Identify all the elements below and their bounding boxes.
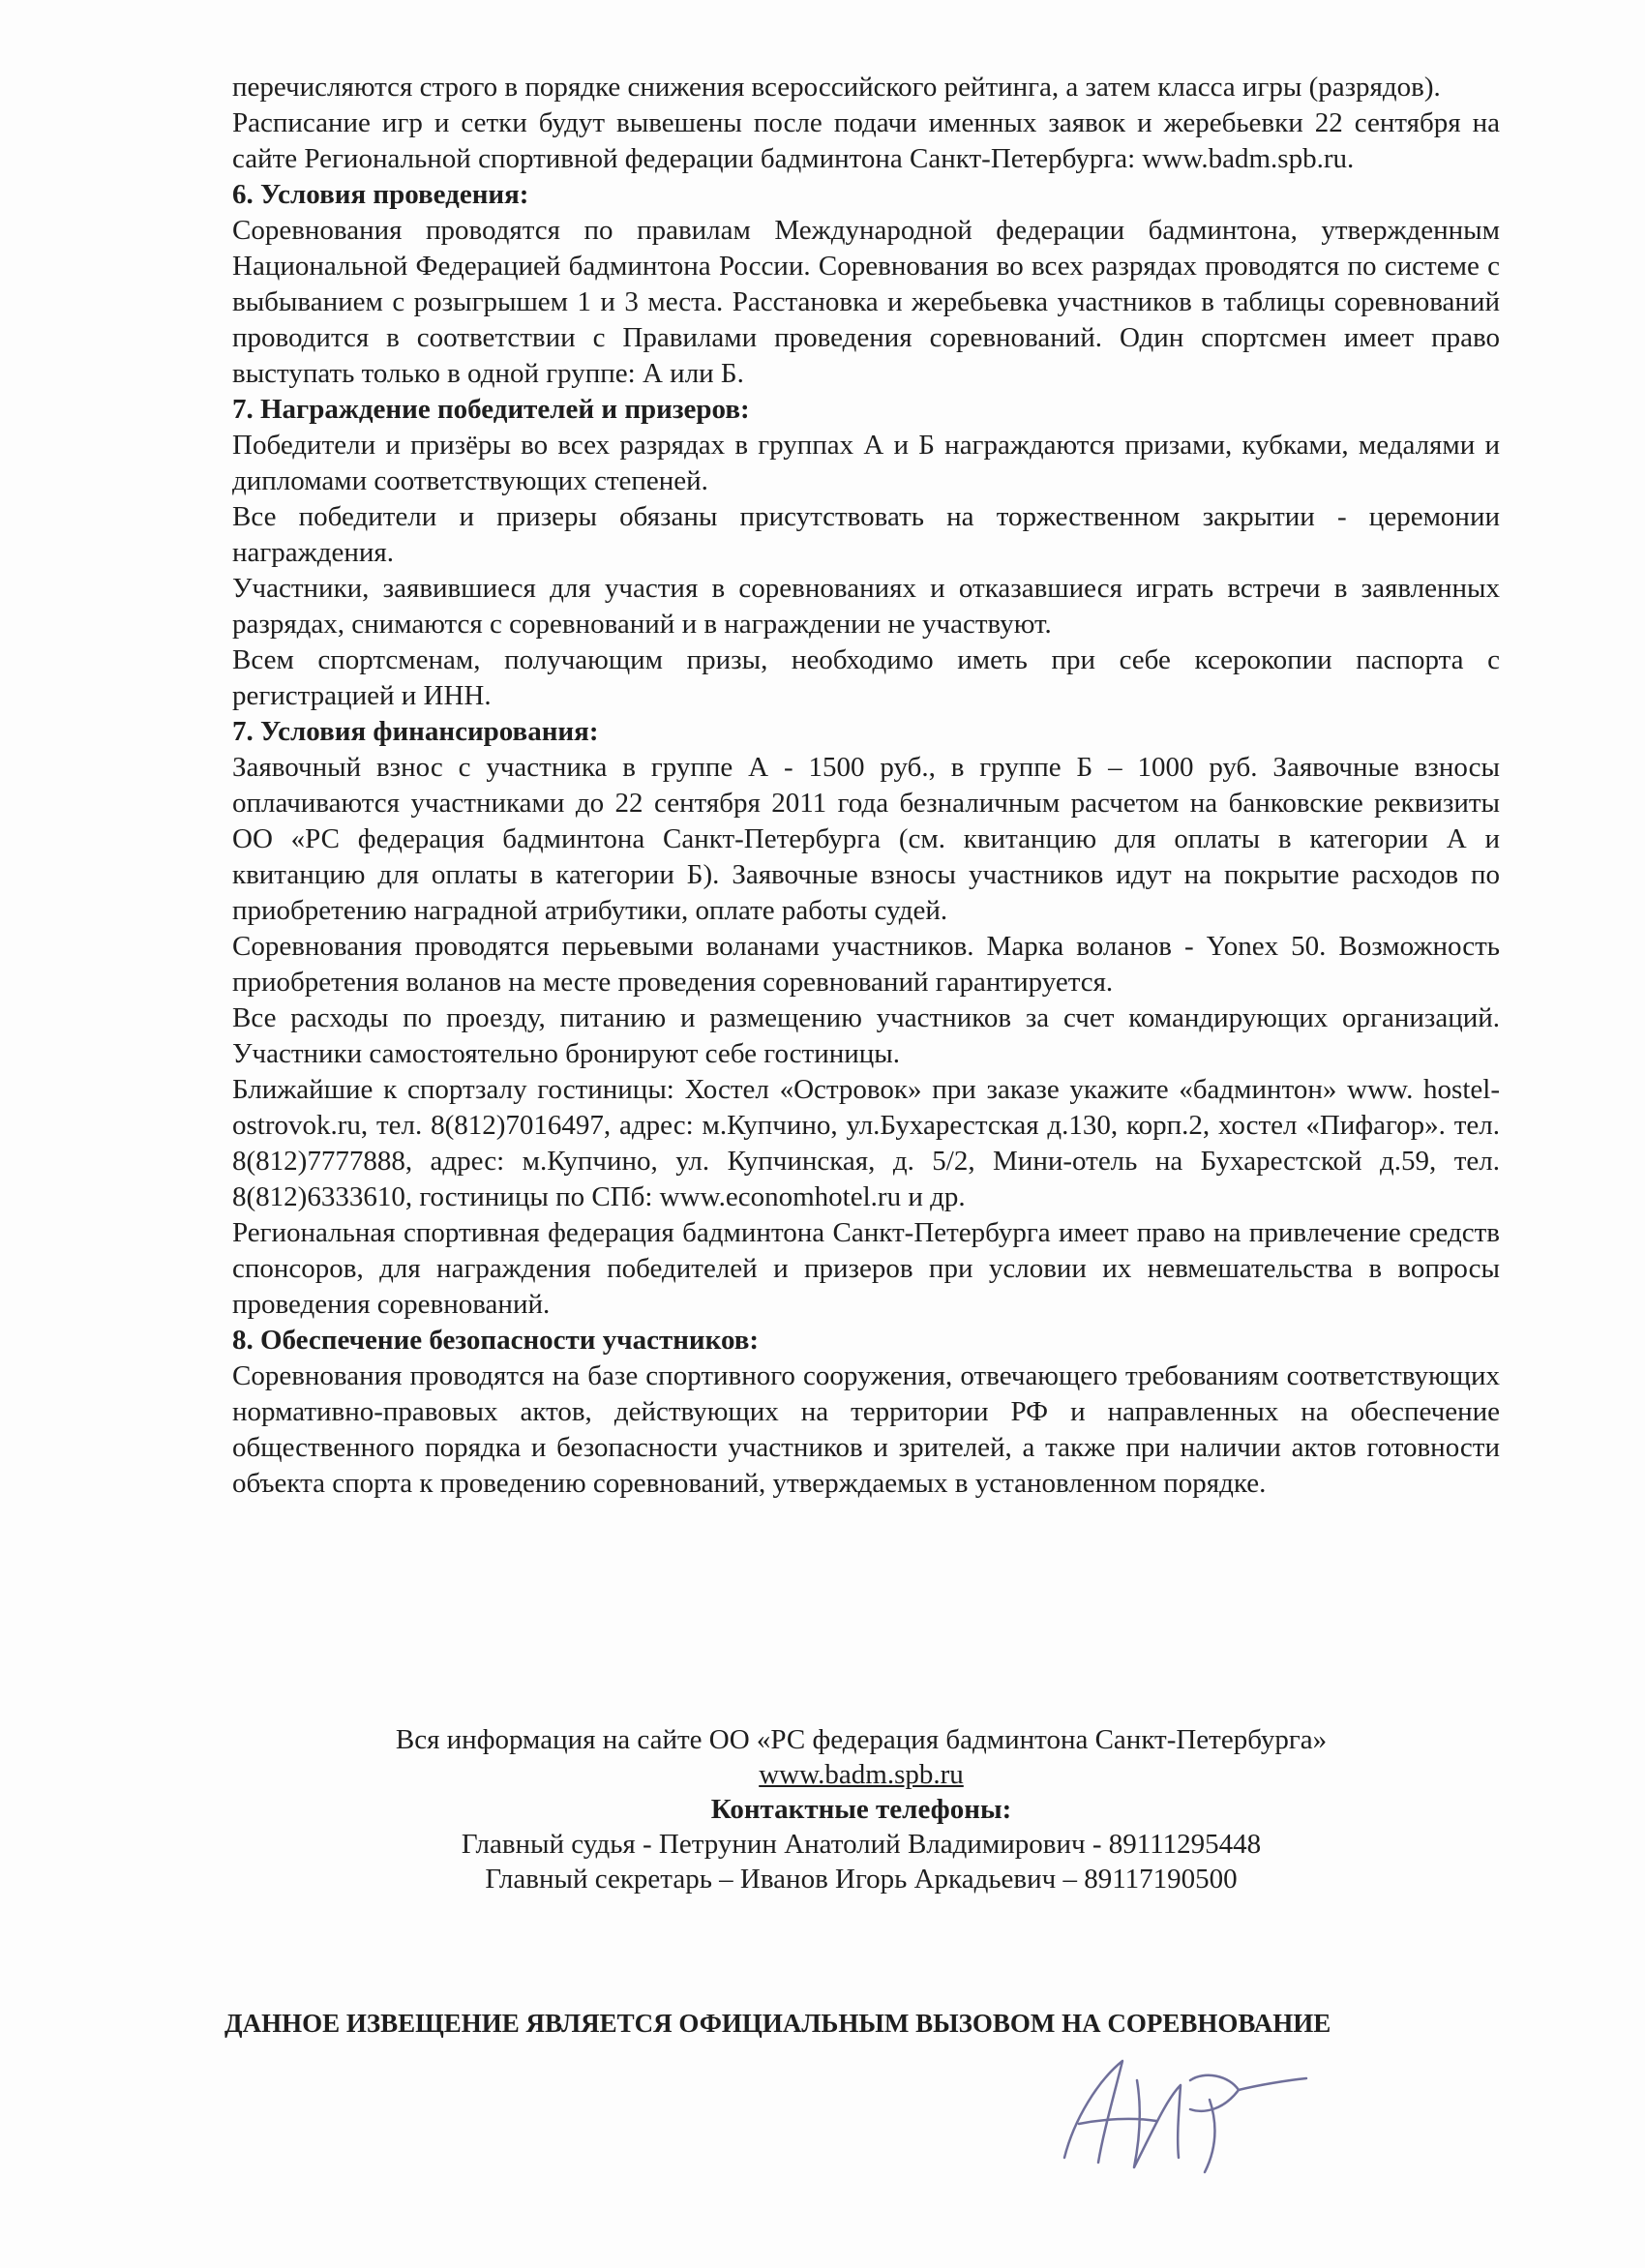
section-paragraph: Региональная спортивная федерация бадминтона Санкт-Петербурга имеет право на привлечение средств спонсоров, для награждения победителей и призеров при условии их невмешательства в вопросы проведения соревнований. [232,1217,1500,1320]
section-paragraph: Победители и призёры во всех разрядах в группах А и Б награждаются призами, кубками, медалями и дипломами соответствующих степеней. [232,430,1500,496]
signature-icon [1045,2042,1316,2187]
section-heading-safety: 8. Обеспечение безопасности участников: [232,1325,760,1356]
official-notice: ДАННОЕ ИЗВЕЩЕНИЕ ЯВЛЯЕТСЯ ОФИЦИАЛЬНЫМ ВЫЗОВОМ НА СОРЕВНОВАНИЕ [224,2009,1331,2038]
intro-paragraph: Расписание игр и сетки будут вывешены после подачи именных заявок и жеребьевки 22 сентября на сайте Региональной спортивной федерации бадминтона Санкт-Петербурга: www.badm.spb.ru. [232,107,1500,174]
section-paragraph: Всем спортсменам, получающим призы, необходимо иметь при себе ксерокопии паспорта с регистрацией и ИНН. [232,644,1500,711]
section-paragraph: Соревнования проводятся по правилам Международной федерации бадминтона, утвержденным Национальной Федерацией бадминтона России. Соревнования во всех разрядах проводятся по системе с выбыванием с розыгрышем 1 и 3 места. Расстановка и жеребьевка участников в таблицы соревнований проводится в соответствии с Правилами проведения соревнований. Один спортсмен имеет право выступать только в одной группе: А или Б. [232,215,1500,389]
info-line: Вся информация на сайте ОО «РС федерация бадминтона Санкт-Петербурга» [395,1724,1328,1755]
contacts-heading: Контактные телефоны: [710,1794,1012,1825]
section-heading-financing: 7. Условия финансирования: [232,716,599,747]
site-link[interactable]: www.badm.spb.ru [759,1759,964,1790]
document-body [232,70,1500,1502]
intro-paragraph: перечисляются строго в порядке снижения всероссийского рейтинга, а затем класса игры (разрядов). [232,72,1441,103]
section-paragraph: Все победители и призеры обязаны присутствовать на торжественном закрытии - церемонии награждения. [232,501,1500,568]
contact-block [232,1722,1490,1896]
judge-contact: Главный судья - Петрунин Анатолий Владимирович - 89111295448 [461,1829,1262,1860]
secretary-contact: Главный секретарь – Иванов Игорь Аркадьевич – 89117190500 [485,1864,1238,1895]
section-paragraph: Ближайшие к спортзалу гостиницы: Хостел «Островок» при заказе укажите «бадминтон» www. hostel-ostrovok.ru, тел. 8(812)7016497, адрес: м.Купчино, ул.Бухарестская д.130, корп.2, хостел «Пифагор». тел. 8(812)7777888, адрес: м.Купчино, ул. Купчинская, д. 5/2, Мини-отель на Бухарестской д.59, тел. 8(812)6333610, гостиницы по СПб: www.economhotel.ru и др. [232,1074,1500,1212]
section-heading-conditions: 6. Условия проведения: [232,179,529,210]
section-paragraph: Соревнования проводятся на базе спортивного сооружения, отвечающего требованиям соответствующих нормативно-правовых актов, действующих на территории РФ и направленных на обеспечение общественного порядка и безопасности участников и зрителей, а также при наличии актов готовности объекта спорта к проведению соревнований, утверждаемых в установленном порядке. [232,1360,1500,1499]
section-paragraph: Заявочный взнос с участника в группе А - 1500 руб., в группе Б – 1000 руб. Заявочные взносы оплачиваются участниками до 22 сентября 2011 года безналичным расчетом на банковские реквизиты ОО «РС федерация бадминтона Санкт-Петербурга (см. квитанцию для оплаты в категории А и квитанцию для оплаты в категории Б). Заявочные взносы участников идут на покрытие расходов по приобретению наградной атрибутики, оплате работы судей. [232,752,1500,926]
section-paragraph: Все расходы по проезду, питанию и размещению участников за счет командирующих организаций. Участники самостоятельно бронируют себе гостиницы. [232,1002,1500,1069]
section-paragraph: Участники, заявившиеся для участия в соревнованиях и отказавшиеся играть встречи в заявленных разрядах, снимаются с соревнований и в награждении не участвуют. [232,573,1500,640]
section-paragraph: Соревнования проводятся перьевыми воланами участников. Марка воланов - Yonex 50. Возможность приобретения воланов на месте проведения соревнований гарантируется. [232,931,1500,998]
section-heading-awards: 7. Награждение победителей и призеров: [232,394,750,425]
